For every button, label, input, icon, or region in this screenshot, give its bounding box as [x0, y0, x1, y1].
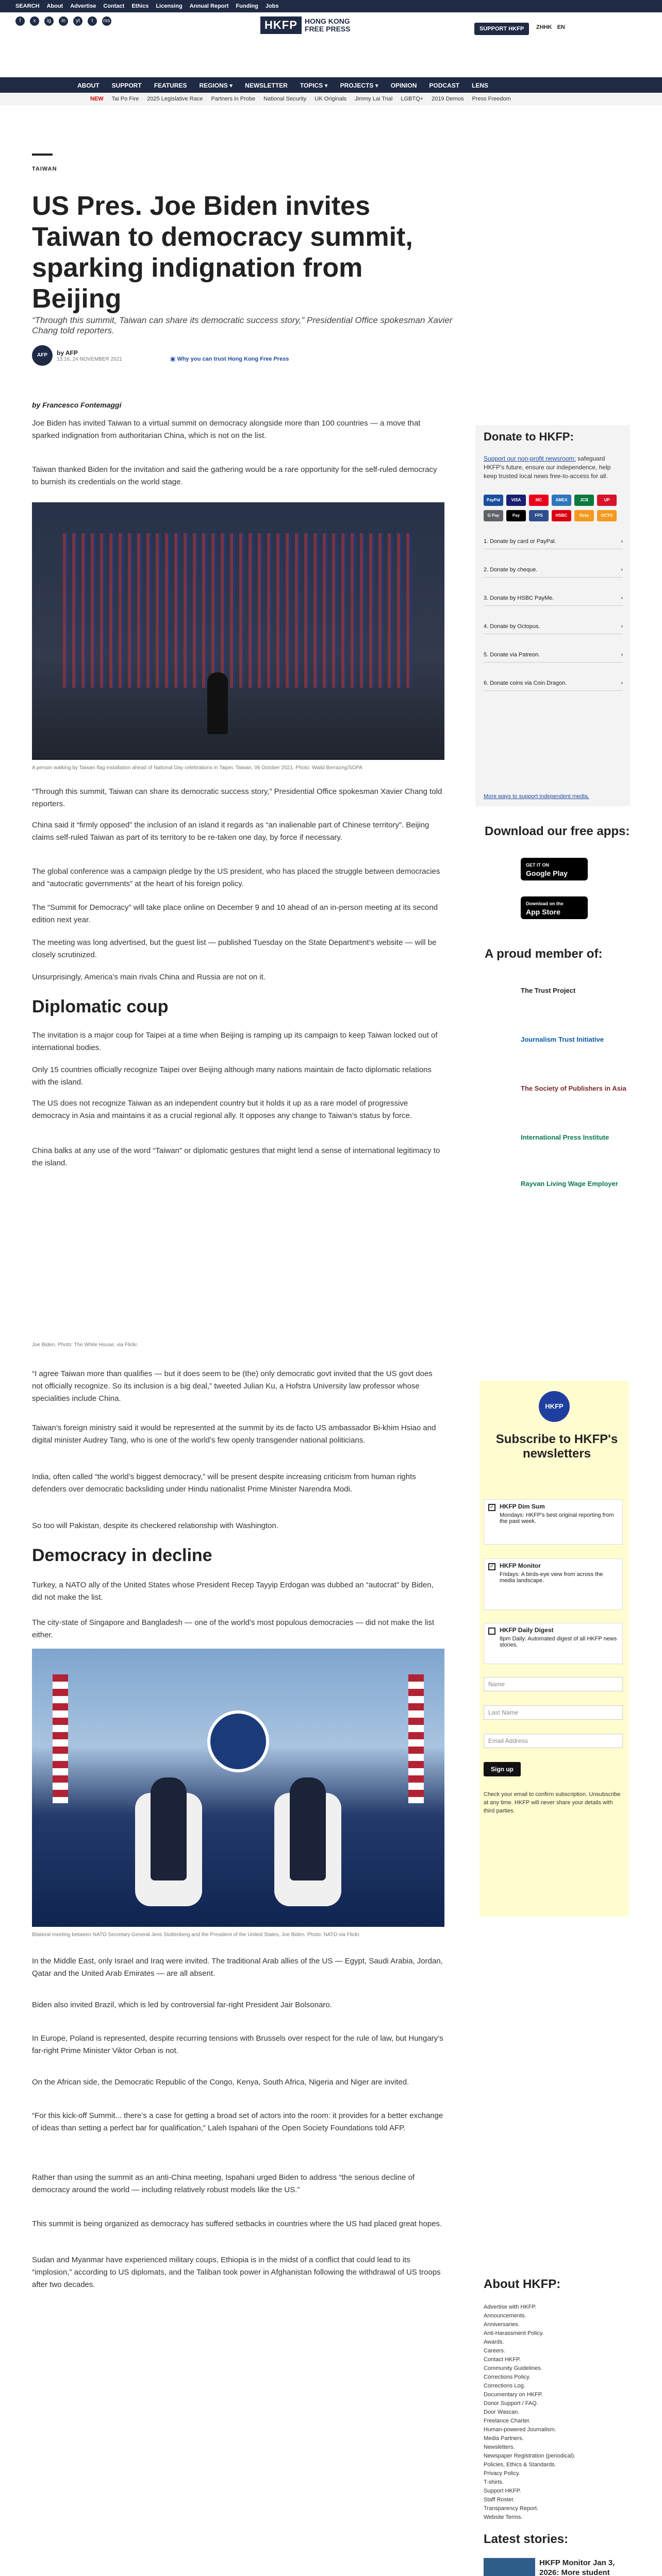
nav-regions[interactable]: REGIONS ▾ [199, 82, 233, 89]
gplay-label: Google Play [526, 869, 568, 877]
trust-link[interactable] [170, 355, 289, 362]
newsletter-option[interactable] [484, 1623, 623, 1664]
utility-link[interactable]: Contact [103, 3, 125, 9]
chevron-right-icon: › [621, 538, 623, 545]
about-link[interactable]: Careers. [484, 2348, 506, 2354]
nato-emblem [207, 1710, 269, 1772]
paragraph: The US does not recognize Taiwan as an independent country but it holds it up as a rare model of progressive democracy in Asia and maintains it as a crucial regional ally. It opposes any change to Taiwan’s status by force. [32, 1099, 412, 1120]
main-nav [0, 77, 662, 93]
about-link[interactable]: Transparency Report. [484, 2505, 538, 2512]
checkbox-icon[interactable]: ✓ [488, 1504, 495, 1511]
taiwan-flag-photo [32, 502, 444, 760]
about-title: About HKFP: [484, 2277, 561, 2291]
about-link[interactable]: Community Guidelines. [484, 2365, 542, 2371]
photo-caption: A person walking by Taiwan flag installation ahead of National Day celebrations in Taipei, Taiwan, 06 October 2021. Photo: Walid Berrazeg/SOPA [32, 765, 362, 771]
checkbox-icon[interactable]: ✓ [488, 1563, 495, 1570]
logo-box: HKFP [260, 16, 302, 34]
app-store-button[interactable] [521, 896, 588, 919]
paragraph: “Through this summit, Taiwan can share its democratic success story,” Presidential Office spokesman Xavier Chang told reporters. [32, 787, 442, 808]
chevron-right-icon: › [621, 623, 623, 630]
sopa-logo[interactable]: The Society of Publishers in Asia [521, 1084, 626, 1092]
about-link[interactable]: Corrections Log. [484, 2383, 525, 2389]
about-link[interactable]: Privacy Policy. [484, 2470, 520, 2477]
nav-newsletter[interactable]: NEWSLETTER [245, 82, 288, 89]
nav-podcast[interactable]: PODCAST [429, 82, 460, 89]
author-line: by Francesco Fontemaggi [32, 401, 122, 409]
byline-by[interactable]: by AFP [57, 349, 78, 357]
byline [32, 345, 122, 366]
trending-link[interactable]: UK Originals [315, 96, 347, 102]
donate-option-label: 6. Donate coins via Coin Dragon. [484, 680, 567, 686]
trust-icon: ▣ [170, 356, 177, 362]
paragraph: So too will Pakistan, despite its checkered relationship with Washington. [32, 1521, 279, 1530]
checkbox-icon[interactable] [488, 1628, 495, 1635]
signup-button[interactable]: Sign up [484, 1762, 521, 1776]
first-name-input[interactable]: Name [484, 1677, 623, 1691]
flag-installation [63, 533, 413, 688]
article-lead: “Through this summit, Taiwan can share its democratic success story,” Presidential Office spokesman Xavier Chang told reporters. [32, 315, 453, 335]
nato-meeting-photo [32, 1649, 444, 1927]
gpay-icon: G Pay [484, 510, 503, 521]
utility-link[interactable]: Jobs [265, 3, 279, 9]
logo-text [305, 18, 351, 33]
logo-line-2: FREE PRESS [304, 25, 351, 33]
jcb-icon: JCB [574, 495, 594, 506]
chevron-right-icon: › [621, 567, 623, 573]
donate-panel [475, 425, 630, 806]
nav-about[interactable]: ABOUT [77, 82, 100, 89]
about-link[interactable]: Human-powered Journalism. [484, 2427, 556, 2433]
telegram-icon[interactable]: t [88, 16, 97, 26]
amex-icon: AMEX [552, 495, 571, 506]
paragraph: The invitation is a major coup for Taipei at a time when Beijing is ramping up its campaign to keep Taiwan locked out of international bodies. [32, 1031, 438, 1052]
logo-line-1: HONG KONG [304, 17, 350, 25]
paragraph: Sudan and Myanmar have experienced military coups, Ethiopia is in the midst of a conflict that could lead to its “implosion,” according to US diplomats, and the Taliban took power in Afghanistan following the withdrawal of US troops after two decades. [32, 2256, 441, 2289]
trending-link[interactable]: 2025 Legislative Race [147, 96, 203, 102]
trending-link[interactable]: National Security [263, 96, 307, 102]
top-utility-bar [0, 0, 662, 12]
utility-link[interactable]: Licensing [156, 3, 183, 9]
newsletter-desc: Fridays: A birds-eye view from across the media landscape. [500, 1571, 603, 1584]
nav-opinion[interactable]: OPINION [390, 82, 417, 89]
hkfp-badge: HKFP [539, 1391, 570, 1422]
newsletter-desc: Mondays: HKFP's best original reporting from the past week. [500, 1512, 614, 1524]
living-wage-logo[interactable]: Rayvan Living Wage Employer [521, 1180, 618, 1188]
donate-option[interactable] [484, 567, 623, 578]
about-link[interactable]: Donor Support / FAQ. [484, 2400, 538, 2406]
payment-methods [484, 510, 617, 521]
latest-title: Latest stories: [484, 2532, 569, 2546]
facebook-icon[interactable]: f [15, 16, 25, 26]
youtube-icon[interactable]: yt [73, 16, 82, 26]
donate-option-label: 5. Donate via Patreon. [484, 652, 540, 658]
chevron-right-icon: › [621, 680, 623, 686]
paragraph: This summit is being organized as democracy has suffered setbacks in countries where the US had placed great hopes. [32, 2219, 442, 2228]
paragraph: China balks at any use of the word “Taiwan” or diplomatic gestures that might lend a sense of international legitimacy to the island. [32, 1146, 440, 1167]
chevron-right-icon: › [621, 595, 623, 601]
about-link[interactable]: Anniversaries. [484, 2321, 520, 2328]
trending-link[interactable]: Tai Po Fire [111, 96, 139, 102]
support-hkfp-button[interactable]: SUPPORT HKFP [474, 23, 529, 35]
paragraph: The city-state of Singapore and Bangladesh — one of the world’s most populous democracies — did not make the list either. [32, 1618, 435, 1639]
paragraph: Taiwan thanked Biden for the invitation and said the gathering would be a rare opportunity for the self-ruled democracy to burnish its credentials on the world stage. [32, 465, 437, 486]
trust-link-label: Why you can trust Hong Kong Free Press [177, 356, 289, 362]
joe-biden-photo [32, 1182, 444, 1332]
byline-text [57, 349, 122, 362]
email-input[interactable]: Email Address [484, 1734, 623, 1748]
about-link[interactable]: Awards. [484, 2339, 504, 2345]
donate-option[interactable] [484, 680, 623, 691]
paragraph: China said it “firmly opposed” the inclusion of an island it regards as “an inalienable part of Chinese territory”. Beijing claims self-ruled Taiwan as part of its territory to be re-taken one day, by force if necessary. [32, 821, 429, 842]
octopus-icon: Octo [574, 510, 594, 521]
paragraph: The “Summit for Democracy” will take place online on December 9 and 10 ahead of an in-person meeting at its second edition next year. [32, 903, 438, 924]
utility-link[interactable]: Funding [236, 3, 258, 9]
hsbc-icon: HSBC [552, 510, 571, 521]
nav-topics[interactable]: TOPICS ▾ [300, 82, 328, 89]
nav-lens[interactable]: LENS [472, 82, 489, 89]
paragraph: Rather than using the summit as an anti-China meeting, Ispahani urged Biden to address “the serious decline of democracy around the world — including relatively robust models like the US.” [32, 2173, 415, 2194]
apps-title: Download our free apps: [485, 824, 630, 838]
person-left [151, 1777, 187, 1880]
paragraph: Joe Biden has invited Taiwan to a virtual summit on democracy alongside more than 100 countries — a move that sparked indignation from authoritarian China, which is not on the list. [32, 419, 421, 440]
newsletter-name: HKFP Daily Digest [500, 1626, 554, 1634]
last-name-input[interactable]: Last Name [484, 1705, 623, 1720]
about-link[interactable]: Contact HKFP. [484, 2357, 521, 2363]
gplay-top: GET IT ON [526, 862, 549, 868]
utility-link[interactable]: Ethics [131, 3, 149, 9]
title-rule [32, 154, 53, 156]
about-link[interactable]: Door Wascan. [484, 2409, 520, 2415]
fps-icon: FPS [529, 510, 549, 521]
newsletter-desc: 8pm Daily: Automated digest of all HKFP news stories. [500, 1636, 617, 1648]
newsletter-option[interactable] [484, 1558, 623, 1610]
story-thumbnail [484, 2558, 535, 2576]
section-heading: Democracy in decline [32, 1546, 212, 1565]
person-right [290, 1777, 326, 1880]
visa-icon: VISA [506, 495, 526, 506]
donate-text [484, 454, 623, 481]
site-logo[interactable] [260, 16, 351, 34]
paragraph: On the African side, the Democratic Republic of the Congo, Kenya, South Africa, Nigeria and Niger are invited. [32, 2078, 409, 2087]
about-link[interactable]: Support HKFP. [484, 2488, 521, 2494]
paragraph: “I agree Taiwan more than qualifies — but it does seem to be (the) only democratic govt invited that the US govt does not officially recognize. So its inclusion is a big deal,” tweeted Julian Ku, a Hofstra University law professor whose specialities include China. [32, 1369, 433, 1403]
paragraph: Turkey, a NATO ally of the United States whose President Recep Tayyip Erdogan was dubbed an “autocrat” by Biden, did not make the list. [32, 1581, 434, 1602]
paragraph: In the Middle East, only Israel and Iraq were invited. The traditional Arab allies of the US — Egypt, Saudi Arabia, Jordan, Qatar and the United Arab Emirates — are all absent. [32, 1957, 443, 1978]
about-link[interactable]: Announcements. [484, 2313, 526, 2319]
donate-option-label: 4. Donate by Octopus. [484, 623, 540, 630]
paragraph: In Europe, Poland is represented, despite recurring tensions with Brussels over respect for the rule of law, but Hungary’s far-right Prime Minister Viktor Orban is not. [32, 2034, 443, 2055]
apple-label: App Store [526, 908, 560, 916]
jti-logo[interactable]: Journalism Trust Initiative [521, 1036, 604, 1043]
donate-option[interactable] [484, 652, 623, 663]
about-link[interactable]: Anti-Harassment Policy. [484, 2330, 544, 2336]
donate-title: Donate to HKFP: [484, 430, 574, 443]
signup-note: Check your email to confirm subscription. Unsubscribe at any time. HKFP will never share your details with third parties. [484, 1791, 621, 1814]
nav-support[interactable]: SUPPORT [111, 82, 142, 89]
donate-option[interactable] [484, 538, 623, 549]
paypal-icon: PayPal [484, 495, 503, 506]
donate-option-label: 1. Donate by card or PayPal. [484, 538, 556, 545]
donate-text-body: safeguard HKFP's future, ensure our independence, help keep trusted local news free-to-access for all. [484, 455, 611, 480]
apple-top: Download on the [526, 901, 564, 906]
utility-link[interactable]: About [46, 3, 63, 9]
author-avatar: AFP [32, 345, 53, 366]
about-link[interactable]: Advertise with HKFP. [484, 2304, 537, 2310]
about-link[interactable]: Media Partners. [484, 2435, 524, 2442]
language-switch [536, 24, 565, 30]
paragraph: India, often called “the world’s biggest democracy,” will be present despite increasing criticism from human rights defenders over democratic backsliding under Hindu nationalist Prime Minister Narendra Modi. [32, 1472, 416, 1494]
paragraph: Biden also invited Brazil, which is led by controversial far-right President Jair Bolsonaro. [32, 2001, 332, 2009]
subscribe-title: Subscribe to HKFP's newsletters [495, 1432, 618, 1461]
unionpay-icon: UP [597, 495, 617, 506]
newsletter-option[interactable] [484, 1499, 623, 1545]
trust-project-logo[interactable]: The Trust Project [521, 987, 576, 994]
utility-links [15, 3, 279, 9]
latest-story[interactable] [484, 2558, 633, 2576]
story-title: HKFP Monitor Jan 3, 2026: More student [539, 2558, 615, 2576]
rss-icon[interactable]: rss [102, 16, 111, 26]
trending-link[interactable]: 2019 Demos [432, 96, 464, 102]
paragraph: The global conference was a campaign pledge by the US president, who has placed the struggle between democracies and “autocratic governments” at the heart of his foreign policy. [32, 867, 440, 888]
about-link[interactable]: Policies, Ethics & Standards. [484, 2462, 556, 2468]
article-title: US Pres. Joe Biden invites Taiwan to democracy summit, sparking indignation from Beijing [32, 191, 413, 314]
new-label: NEW [90, 96, 104, 102]
mastercard-icon: MC [529, 495, 549, 506]
donate-option-label: 2. Donate by cheque. [484, 567, 538, 573]
utility-link[interactable]: Annual Report [189, 3, 229, 9]
nav-features[interactable]: FEATURES [154, 82, 187, 89]
category-label[interactable]: TAIWAN [32, 166, 57, 172]
paragraph: Only 15 countries officially recognize Taipei over Beijing although many nations maintain de facto diplomatic relations with the island. [32, 1065, 432, 1087]
about-link[interactable]: Newspaper Registration (periodical). [484, 2453, 575, 2459]
about-link[interactable]: Website Terms. [484, 2514, 523, 2520]
about-link[interactable]: Corrections Policy. [484, 2374, 531, 2380]
about-link[interactable]: Newsletters. [484, 2444, 515, 2450]
more-ways-link[interactable]: More ways to support independent media. [484, 793, 589, 800]
trending-link[interactable]: Partners in Probe [211, 96, 256, 102]
newsletter-name: HKFP Monitor [500, 1562, 541, 1569]
octopus-card-icon: OCTO [597, 510, 617, 521]
lang-zh[interactable]: ZHHK [536, 24, 552, 30]
donate-option[interactable] [484, 595, 623, 606]
newsletter-name: HKFP Dim Sum [500, 1503, 545, 1510]
photo-caption: Joe Biden. Photo: The White House, via Flickr. [32, 1342, 139, 1348]
paragraph: Unsurprisingly, America’s main rivals China and Russia are not on it. [32, 973, 266, 981]
chevron-right-icon: › [621, 652, 623, 658]
donate-option[interactable] [484, 623, 623, 634]
applepay-icon: Pay [506, 510, 526, 521]
nav-projects[interactable]: PROJECTS ▾ [340, 82, 378, 89]
trending-link[interactable]: Jimmy Lai Trial [355, 96, 393, 102]
trending-bar [0, 93, 662, 105]
donate-option-label: 3. Donate by HSBC PayMe. [484, 595, 554, 601]
about-link[interactable]: T-shirts. [484, 2479, 504, 2485]
about-link[interactable]: Staff Roster. [484, 2497, 515, 2503]
trending-link[interactable]: LGBTQ+ [401, 96, 424, 102]
donate-text-link[interactable]: Support our non-profit newsroom: [484, 455, 576, 462]
payment-methods [484, 495, 617, 506]
trending-link[interactable]: Press Freedom [472, 96, 511, 102]
about-link[interactable]: Documentary on HKFP. [484, 2392, 543, 2398]
us-flag [53, 1674, 68, 1803]
us-flag [408, 1674, 424, 1803]
section-heading: Diplomatic coup [32, 997, 169, 1016]
about-link[interactable]: Freelance Charter. [484, 2418, 531, 2424]
instagram-icon[interactable]: ig [44, 16, 54, 26]
about-list [484, 2303, 575, 2522]
ipi-logo[interactable]: International Press Institute [521, 1133, 609, 1141]
x-icon[interactable]: x [30, 16, 39, 26]
utility-link[interactable]: SEARCH [15, 3, 40, 9]
paragraph: The meeting was long advertised, but the guest list — published Tuesday on the State Department’s website — will be closely scrutinized. [32, 938, 437, 959]
paragraph: Taiwan’s foreign ministry said it would be represented at the summit by its de facto US ambassador Bi-khim Hsiao and digital minister Audrey Tang, who is one of the world’s few openly transgender national politicians. [32, 1423, 436, 1445]
paragraph: “For this kick-off Summit... there’s a case for getting a broad set of actors into the room: it provides for a better exchange of ideas than setting a perfect bar for qualification,” Laleh Ispahani of the Open Society Foundations told AFP. [32, 2111, 443, 2132]
linkedin-icon[interactable]: in [59, 16, 68, 26]
byline-date: 13:16, 24 NOVEMBER 2021 [57, 356, 122, 362]
lang-en[interactable]: EN [557, 24, 565, 30]
photo-caption: Bilateral meeting between NATO Secretary General Jens Stoltenberg and the President of the United States, Joe Biden. Photo: NATO via Flickr. [32, 1932, 360, 1938]
google-play-button[interactable] [521, 858, 588, 880]
member-title: A proud member of: [485, 947, 603, 961]
social-icons [15, 16, 111, 26]
pedestrian-silhouette [207, 672, 228, 734]
utility-link[interactable]: Advertise [70, 3, 96, 9]
